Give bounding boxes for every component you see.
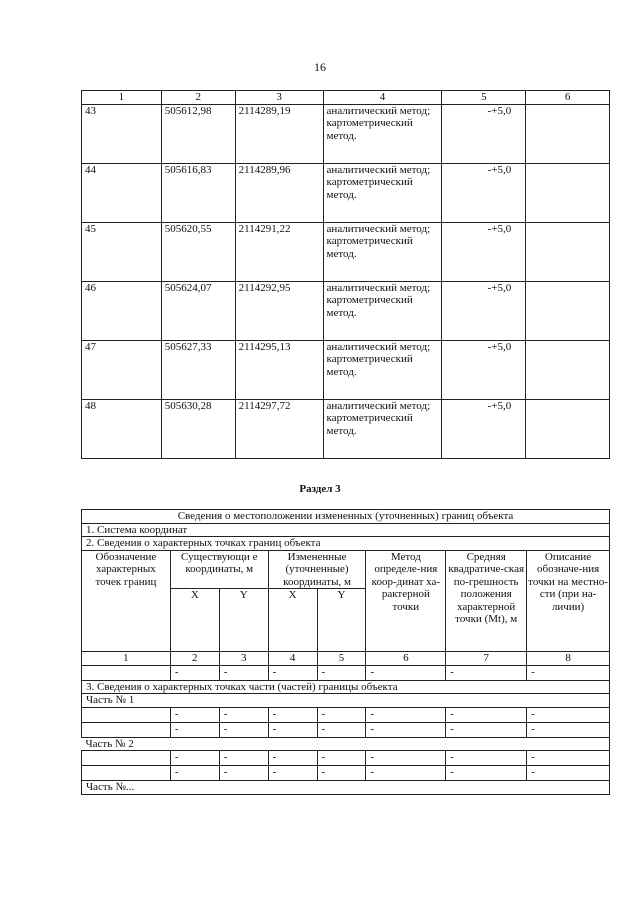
point-number: 48 [82, 399, 162, 458]
table-row [82, 104, 610, 163]
table-row [82, 722, 610, 737]
dash-cell: - [219, 766, 268, 781]
empty-cell [82, 766, 171, 781]
coord-system-row: 1. Система координат [82, 523, 610, 537]
dash-cell: - [527, 751, 610, 766]
method: аналитический метод; картометрический метод. [323, 340, 442, 399]
point-number: 46 [82, 281, 162, 340]
dash-cell: - [446, 665, 527, 680]
dash-cell: - [268, 707, 317, 722]
page-number: 16 [314, 60, 326, 74]
description [526, 104, 610, 163]
dash-cell: - [366, 707, 446, 722]
point-number: 44 [82, 163, 162, 222]
table-row [82, 340, 610, 399]
table-header-row [82, 91, 610, 105]
dash-cell: - [317, 665, 366, 680]
empty-cell [82, 722, 171, 737]
method: аналитический метод; картометрический метод. [323, 399, 442, 458]
column-number: 1 [82, 652, 171, 666]
col-existing: Существующи е координаты, м [170, 550, 268, 589]
error: -+5,0 [442, 163, 526, 222]
dash-cell: - [219, 707, 268, 722]
dash-cell: - [170, 707, 219, 722]
part-1-row: Часть № 1 [82, 694, 610, 708]
description [526, 281, 610, 340]
table-row [82, 222, 610, 281]
header-cell: 5 [442, 91, 526, 105]
table-title: Сведения о местоположении измененных (уточненных) границ объекта [82, 510, 610, 524]
dash-cell: - [527, 707, 610, 722]
dash-cell: - [219, 751, 268, 766]
column-number: 8 [527, 652, 610, 666]
section-title: Раздел 3 [299, 483, 341, 495]
col-x: X [170, 589, 219, 652]
header-cell: 1 [82, 91, 162, 105]
dash-cell: - [527, 665, 610, 680]
coord-x: 505627,33 [161, 340, 235, 399]
error: -+5,0 [442, 340, 526, 399]
col-y: Y [219, 589, 268, 652]
error: -+5,0 [442, 222, 526, 281]
dash-cell: - [317, 722, 366, 737]
method: аналитический метод; картометрический метод. [323, 281, 442, 340]
column-number: 6 [366, 652, 446, 666]
description [526, 163, 610, 222]
column-number: 3 [219, 652, 268, 666]
part-more-row: Часть №... [82, 781, 610, 795]
dash-cell: - [170, 766, 219, 781]
col-method: Метод определе-ния коор-динат ха-рактерной точки [366, 550, 446, 652]
error: -+5,0 [442, 399, 526, 458]
column-number: 4 [268, 652, 317, 666]
coord-y: 2114292,95 [235, 281, 323, 340]
dash-cell: - [170, 665, 219, 680]
table-row [82, 281, 610, 340]
col-error: Средняя квадратиче-ская по-грешность положения характерной точки (Mt), м [446, 550, 527, 652]
part-2-row: Часть № 2 [82, 737, 610, 751]
dash-cell: - [268, 722, 317, 737]
col-changed: Измененные (уточненные) координаты, м [268, 550, 366, 589]
dash-cell: - [268, 665, 317, 680]
header-cell: 6 [526, 91, 610, 105]
dash-cell: - [317, 707, 366, 722]
column-number: 2 [170, 652, 219, 666]
dash-cell: - [366, 665, 446, 680]
method: аналитический метод; картометрический метод. [323, 163, 442, 222]
description [526, 222, 610, 281]
dash-cell: - [317, 766, 366, 781]
coord-x: 505624,07 [161, 281, 235, 340]
dash-cell: - [268, 766, 317, 781]
col-description: Описание обозначе-ния точки на местно-сти (при на-личии) [527, 550, 610, 652]
coord-x: 505612,98 [161, 104, 235, 163]
empty-cell [82, 665, 171, 680]
error: -+5,0 [442, 104, 526, 163]
empty-cell [82, 707, 171, 722]
coord-y: 2114289,19 [235, 104, 323, 163]
description [526, 399, 610, 458]
table-row [82, 163, 610, 222]
boundary-table [81, 509, 610, 795]
dash-cell: - [527, 766, 610, 781]
header-cell: 4 [323, 91, 442, 105]
coord-y: 2114289,96 [235, 163, 323, 222]
error: -+5,0 [442, 281, 526, 340]
dash-cell: - [170, 722, 219, 737]
description [526, 340, 610, 399]
dash-cell: - [527, 722, 610, 737]
header-cell: 2 [161, 91, 235, 105]
col-x: X [268, 589, 317, 652]
dash-cell: - [268, 751, 317, 766]
coord-x: 505630,28 [161, 399, 235, 458]
dash-cell: - [219, 722, 268, 737]
method: аналитический метод; картометрический метод. [323, 222, 442, 281]
dash-cell: - [446, 751, 527, 766]
col-designation: Обозначение характерных точек границ [82, 550, 171, 652]
table-row [82, 665, 610, 680]
dash-cell: - [170, 751, 219, 766]
coord-x: 505620,55 [161, 222, 235, 281]
dash-cell: - [366, 722, 446, 737]
coord-y: 2114297,72 [235, 399, 323, 458]
parts-heading-row: 3. Сведения о характерных точках части (частей) границы объекта [82, 680, 610, 694]
table-row [82, 766, 610, 781]
column-number: 7 [446, 652, 527, 666]
dash-cell: - [446, 722, 527, 737]
dash-cell: - [446, 707, 527, 722]
dash-cell: - [219, 665, 268, 680]
coord-x: 505616,83 [161, 163, 235, 222]
dash-cell: - [366, 751, 446, 766]
header-cell: 3 [235, 91, 323, 105]
coordinates-table [81, 90, 610, 459]
col-y: Y [317, 589, 366, 652]
column-number: 5 [317, 652, 366, 666]
empty-cell [82, 751, 171, 766]
point-number: 45 [82, 222, 162, 281]
dash-cell: - [366, 766, 446, 781]
dash-cell: - [317, 751, 366, 766]
method: аналитический метод; картометрический метод. [323, 104, 442, 163]
table-row [82, 399, 610, 458]
points-heading-row: 2. Сведения о характерных точках границ объекта [82, 537, 610, 551]
point-number: 47 [82, 340, 162, 399]
dash-cell: - [446, 766, 527, 781]
coord-y: 2114295,13 [235, 340, 323, 399]
table-row [82, 707, 610, 722]
point-number: 43 [82, 104, 162, 163]
coord-y: 2114291,22 [235, 222, 323, 281]
table-row [82, 751, 610, 766]
